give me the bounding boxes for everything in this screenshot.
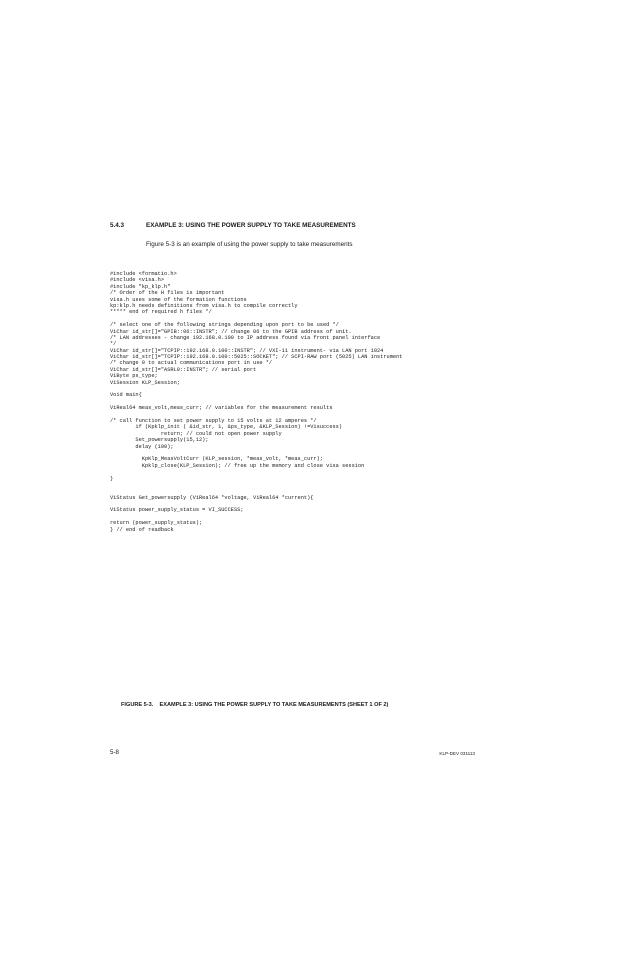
code-line: Kpklp_close(KLP_Session); // free up the memory and close visa session bbox=[110, 462, 365, 469]
code-line: } bbox=[110, 475, 114, 482]
code-line: ViChar id_str[]="GPIB::06::INSTR"; // change 06 to the GPIB address of unit. bbox=[110, 328, 352, 335]
figure-caption: FIGURE 5-3. EXAMPLE 3: USING THE POWER SUPPLY TO TAKE MEASUREMENTS (SHEET 1 OF 2) bbox=[121, 702, 389, 708]
code-line: ViChar id_str[]="ASRL0::INSTR"; // serial port bbox=[110, 366, 257, 373]
code-line: Void main{ bbox=[110, 392, 142, 399]
code-line: ViChar id_str[]="TCPIP::192.168.0.100::INSTR"; // VXI-11 instrument- via LAN port 1024 bbox=[110, 347, 384, 354]
code-line: */ bbox=[110, 341, 117, 348]
section-number: 5.4.3 bbox=[110, 222, 125, 229]
code-line: visa.h uses some of the formation functions bbox=[110, 296, 247, 303]
document-id: KLP-DEV 031113 bbox=[439, 751, 475, 756]
code-line: if (Kpklp_init ( &id_str, 1, &ps_type, &KLP_Session) !=Visuccess) bbox=[110, 424, 343, 431]
code-line: ViReal64 meas_volt,meas_curr; // variables for the measurement results bbox=[110, 405, 333, 412]
code-line: /* LAN addresses - change 192.168.0.100 to IP address found via front panel interface bbox=[110, 334, 381, 341]
code-line: return; // could not open power supply bbox=[110, 430, 282, 437]
code-line: ViChar id_str[]="TCPIP::192.168.0.100::5025::SOCKET"; // SCPI-RAW port (5025) LAN instrument bbox=[110, 354, 403, 361]
code-line: ViSession KLP_Session; bbox=[110, 379, 180, 386]
intro-text: Figure 5-3 is an example of using the power supply to take measurements bbox=[146, 241, 353, 248]
code-line: /* change 0 to actual communications port in use */ bbox=[110, 360, 273, 367]
code-line: /* select one of the following strings depending upon port to be used */ bbox=[110, 322, 339, 329]
code-line: #include <formatio.h> bbox=[110, 271, 177, 277]
code-line: /* call function to set power supply to 15 volts at 12 amperes */ bbox=[110, 417, 317, 424]
code-line: } // end of readback bbox=[110, 526, 174, 533]
code-line: delay (100); bbox=[110, 443, 174, 450]
code-line: ViStatus Get_powersupply (ViReal64 *voltage, ViReal64 *current){ bbox=[110, 494, 314, 501]
code-line: KpKlp_MeasVoltCurr (KLP_session, *meas_volt, *meas_curr); bbox=[110, 456, 323, 463]
code-line: ***** end of required h files */ bbox=[110, 309, 212, 316]
code-listing bbox=[110, 271, 402, 533]
code-line: Set_powersupply(15,12); bbox=[110, 437, 209, 444]
section-title: EXAMPLE 3: USING THE POWER SUPPLY TO TAKE MEASUREMENTS bbox=[146, 222, 356, 229]
code-line: ViStatus power_supply_status = VI_SUCCESS; bbox=[110, 507, 244, 514]
code-line: return (power_supply_status); bbox=[110, 520, 203, 527]
code-line: /* Order of the H files is important bbox=[110, 290, 225, 297]
code-line: ViByte ps_type; bbox=[110, 373, 158, 380]
code-line: kp:klp.h needs definitions from visa.h to compile correctly bbox=[110, 302, 298, 309]
code-line: #include "kp_klp.h" bbox=[110, 283, 171, 290]
code-line: #include <visa.h> bbox=[110, 277, 165, 284]
page-number: 5-8 bbox=[110, 749, 119, 756]
